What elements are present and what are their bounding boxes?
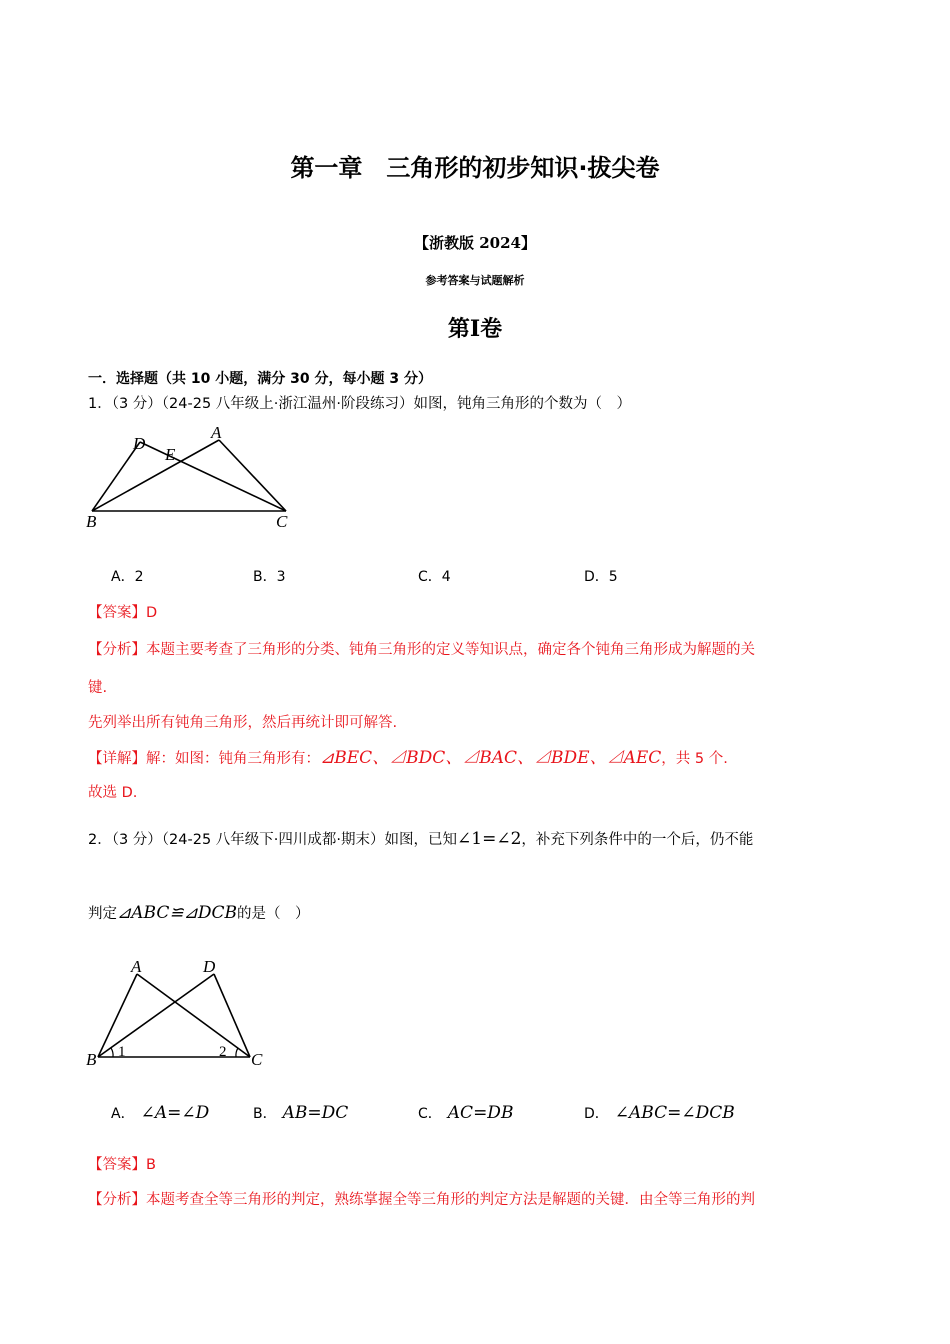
q2-option-c-letter: C． [418,1106,442,1122]
q2-line-bd [98,974,214,1057]
q2-option-b-letter: B． [253,1106,277,1122]
q1-option-a-letter: A． [111,569,135,585]
subtitle: 参考答案与试题解析 [425,274,525,287]
q2-stem [88,828,753,849]
q1-detail-prefix: 解：如图：钝角三角形有： [146,751,320,767]
q1-option-a[interactable] [111,566,144,586]
q2-figure [82,952,272,1072]
q2-option-a-letter: A． [111,1106,135,1122]
q1-label-d: D [133,434,146,453]
q2-label-1: 1 [118,1044,126,1060]
q1-label-c: C [276,512,288,531]
q2-stem2-math: ⊿ABC≌⊿DCB [117,903,237,923]
q2-analysis-tag: 【分析】 [88,1192,146,1208]
q2-option-a-text: ∠A=∠D [140,1103,210,1123]
q1-answer: 【答案】D [88,605,158,621]
q2-answer: 【答案】B [88,1157,156,1173]
q1-detail [88,743,728,768]
q2-stem-b: ，补充下列条件中的一个后，仍不能 [521,832,754,848]
q2-analysis [88,1188,755,1209]
q2-label-d: D [203,957,216,976]
q1-option-d[interactable] [584,566,618,586]
q2-label-a: A [131,957,142,976]
q1-detail-tag: 【详解】 [88,751,146,767]
q1-line-ba [92,440,219,511]
q1-label-b: B [86,512,97,531]
q2-analysis-text: 本题考查全等三角形的判定，熟练掌握全等三角形的判定方法是解题的关键．由全等三角形的判 [146,1192,755,1208]
q2-angle-2-arc [236,1048,238,1057]
q1-line-ac [219,440,286,511]
q1-conclusion: 故选 D. [88,785,138,801]
q2-option-d-text: ∠ABC=∠DCB [614,1103,735,1123]
q1-analysis-text: 本题主要考查了三角形的分类、钝角三角形的定义等知识点，确定各个钝角三角形成为解题的关 [146,642,755,658]
q1-figure [82,420,302,535]
q2-angle-1-arc [111,1048,113,1057]
q2-stem-a: 2．（3 分）（24-25 八年级下·四川成都·期末）如图，已知 [88,832,458,848]
q1-option-c-letter: C． [418,569,442,585]
q1-stem: 1．（3 分）（24-25 八年级上·浙江温州·阶段练习）如图，钝角三角形的个数为（ ） [88,396,632,412]
q2-stem-math: ∠1=∠2 [457,829,522,849]
volume-heading: 第Ⅰ卷 [447,316,503,342]
q1-option-d-text: 5 [608,569,618,585]
q1-option-b[interactable] [253,566,286,586]
edition-label: 【浙教版 2024】 [414,234,536,252]
q2-stem2-a: 判定 [88,906,117,922]
q2-option-a[interactable] [111,1103,209,1123]
q2-label-c: C [251,1050,263,1069]
q1-option-d-letter: D． [584,569,609,585]
q1-label-a: A [211,423,222,442]
q2-stem2-b: 的是（ ） [236,906,310,922]
q2-option-d[interactable] [584,1103,735,1123]
q1-analysis [88,638,755,659]
q2-label-b: B [86,1050,97,1069]
q1-analysis-line2: 先列举出所有钝角三角形，然后再统计即可解答. [88,715,398,731]
q1-option-c[interactable] [418,566,451,586]
q2-label-2: 2 [219,1044,227,1060]
q2-option-b-text: AB=DC [282,1103,349,1123]
page-title: 第一章 三角形的初步知识·拔尖卷 [290,154,660,182]
q1-line-dc [140,442,286,511]
q1-option-b-text: 3 [276,569,286,585]
q1-option-b-letter: B． [253,569,277,585]
section-heading: 一．选择题（共 10 小题，满分 30 分，每小题 3 分） [88,371,432,387]
q2-stem-line2 [88,902,309,923]
q2-option-b[interactable] [253,1103,348,1123]
q1-analysis-tag: 【分析】 [88,642,146,658]
q1-option-c-text: 4 [441,569,451,585]
q1-analysis-cont: 键. [88,680,108,696]
q2-option-c[interactable] [418,1103,513,1123]
q2-option-d-letter: D． [584,1106,609,1122]
q1-label-e: E [165,445,176,464]
q1-detail-list: ⊿BEC、⊿BDC、⊿BAC、⊿BDE、⊿AEC [320,748,662,768]
q1-option-a-text: 2 [134,569,144,585]
q1-detail-suffix: ，共 5 个. [661,751,728,767]
q2-line-ac [137,974,250,1057]
q2-option-c-text: AC=DB [447,1103,514,1123]
